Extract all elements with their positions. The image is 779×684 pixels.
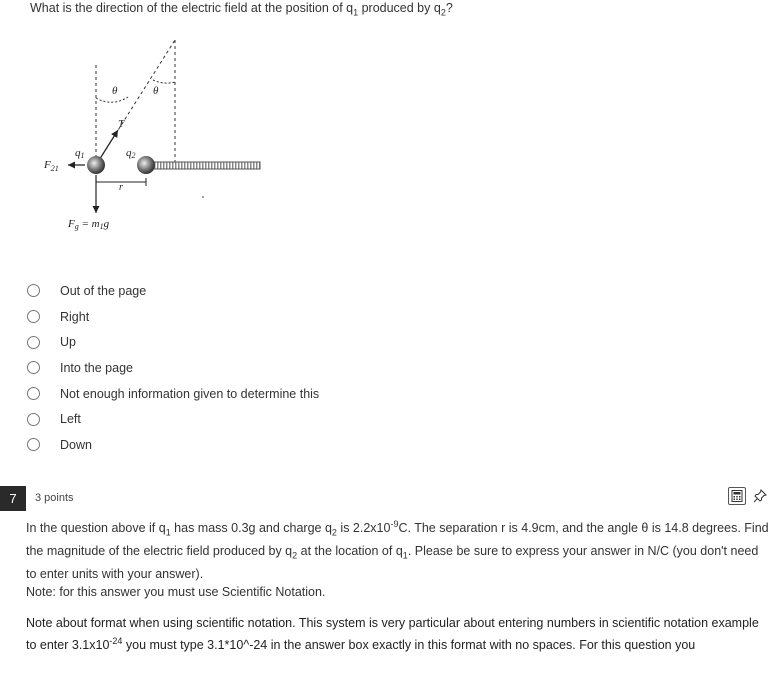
pin-icon [753,489,767,503]
points-label: 3 points [35,492,74,504]
text-part: is 2.2x10 [336,521,391,536]
option-label: Left [60,412,81,427]
radio-button[interactable] [27,387,40,400]
question-text-part: ? [445,1,453,15]
scientific-notation-note: Note: for this answer you must use Scientific Notation. [26,585,326,599]
text-part: C. The separation r is 4.9cm, and the angle θ is 14.8 degrees. Find the magnitude of the electric field produced by q [26,521,769,559]
question7-text [26,515,771,584]
option-label: Up [60,335,76,350]
subscript: 1 [165,527,171,538]
option-right[interactable] [27,304,319,330]
option-into-page[interactable] [27,355,319,381]
physics-diagram [40,35,280,235]
text-part: at the location of q [297,544,403,559]
calculator-icon [731,490,743,502]
option-label: Not enough information given to determine this [60,386,320,401]
answer-options [27,278,319,458]
option-up[interactable] [27,329,319,355]
text-part: has mass 0.3g and charge q [170,521,332,536]
theta-label-left: θ [112,85,118,97]
question-subscript: 2 [440,7,446,18]
stray-dot [202,196,204,198]
option-out-of-page[interactable] [27,278,319,304]
radio-button[interactable] [27,438,40,451]
text-part: Note about format when using scientific notation. This system is very particular about entering numbers in scientific notation example to enter 3.1x10 [26,616,759,653]
option-label: Out of the page [60,283,147,298]
radio-button[interactable] [27,413,40,426]
charge-q1 [87,156,105,174]
format-note [26,614,771,653]
question7-paragraph [26,515,771,584]
question-text-part: produced by q [358,1,441,15]
text-part: you must type 3.1*10^-24 in the answer box exactly in this format with no spaces. For this question you [122,638,696,653]
superscript: -9 [390,519,399,529]
angle-arc-right [153,80,175,83]
subscript: 2 [331,527,337,538]
option-label: Down [60,437,92,452]
insulating-rod [146,162,260,169]
radio-button[interactable] [27,336,40,349]
subscript: 2 [292,550,298,561]
option-label: Into the page [60,360,133,375]
question-tools [728,487,768,505]
radio-button[interactable] [27,310,40,323]
option-not-enough-info[interactable] [27,381,319,407]
angle-arc [96,97,128,102]
radio-button[interactable] [27,284,40,297]
calculator-button[interactable] [728,487,746,505]
text-part: . Please be sure to express your answer in N/C (you don't need to enter units with your answer). [26,544,759,582]
q2-label: q2 [126,147,136,160]
tension-label: T [118,118,125,130]
theta-label-right: θ [153,85,159,97]
question-text [30,1,453,18]
subscript: 1 [402,550,408,561]
option-left[interactable] [27,406,319,432]
question-text-part: What is the direction of the electric field at the position of q [30,1,354,15]
charge-q2 [137,156,155,174]
separation-label: r [119,182,123,193]
superscript: -24 [109,636,123,646]
option-label: Right [60,309,90,324]
question-subscript: 1 [353,7,359,18]
gravity-label: Fg = m1g [68,218,110,231]
pin-button[interactable] [752,488,768,504]
q1-label: q1 [75,147,85,160]
f21-label: $F_{21}$ [44,159,59,173]
radio-button[interactable] [27,361,40,374]
option-down[interactable] [27,432,319,458]
text-part: In the question above if q [26,521,166,536]
question-number-badge: 7 [0,486,26,511]
